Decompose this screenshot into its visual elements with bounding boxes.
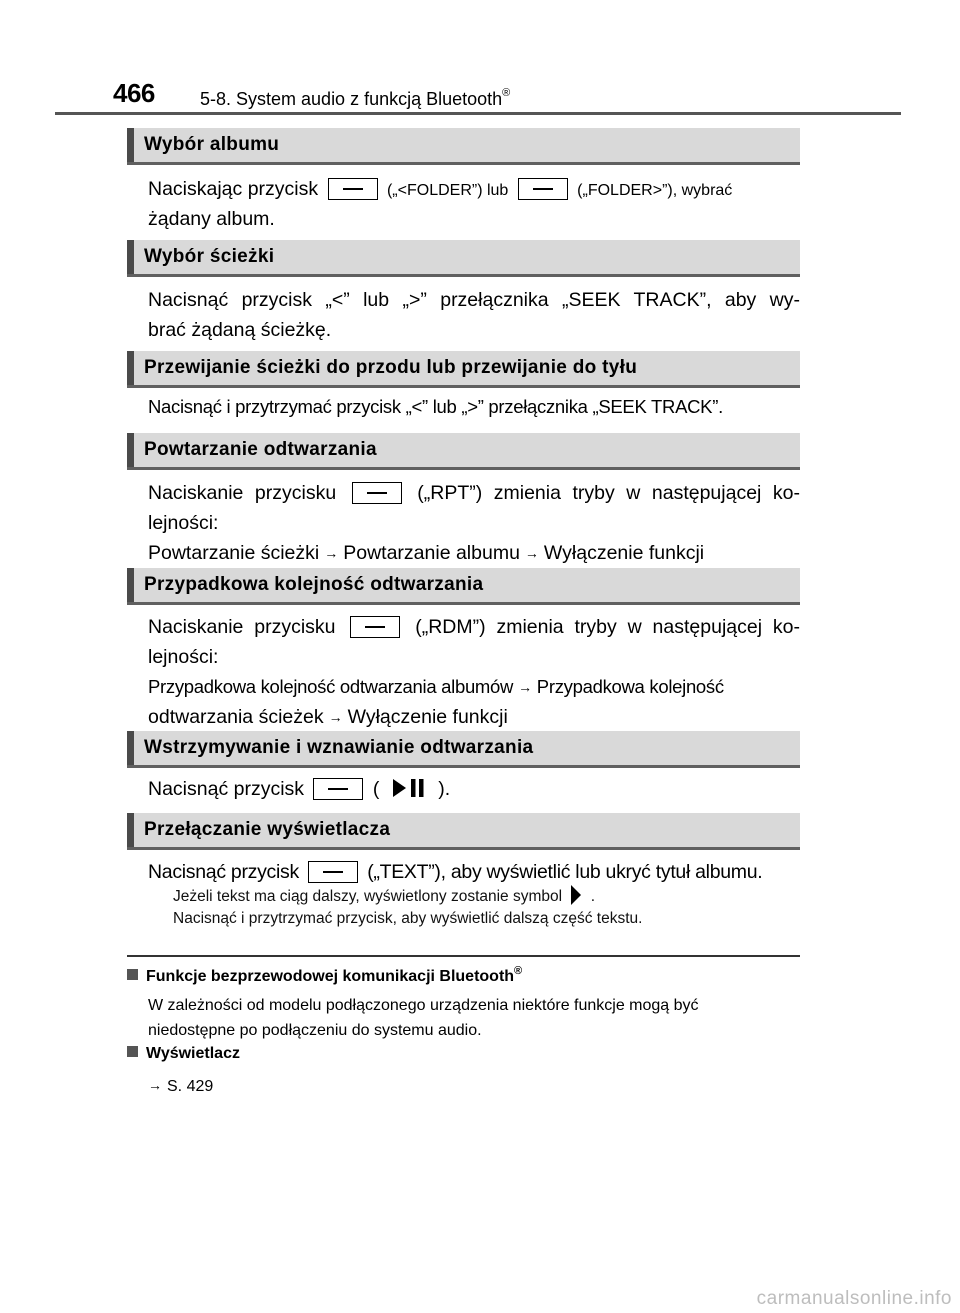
section-title: Wybór albumu	[144, 134, 280, 155]
page-number: 466	[113, 78, 155, 108]
section-body-repeat	[148, 478, 800, 568]
text: („RPT”) zmienia tryby w następującej ko-	[417, 482, 800, 504]
button-icon	[350, 616, 400, 638]
text: („TEXT”), aby wyświetlić lub ukryć tytuł albumu.	[367, 861, 763, 883]
section-header-album	[127, 128, 800, 165]
text-line: niedostępne po podłączeniu do systemu audio.	[148, 1022, 482, 1039]
button-icon	[518, 178, 568, 200]
section-bar	[127, 568, 134, 602]
text: Nacisnąć przycisk	[148, 861, 299, 883]
info-heading-bluetooth	[127, 965, 522, 986]
section-body-display	[148, 857, 800, 887]
info-heading-display	[127, 1045, 240, 1063]
info-title: Wyświetlacz	[146, 1045, 240, 1062]
watermark: carmanualsonline.info	[756, 1288, 952, 1309]
text: Wyłączenie funkcji	[347, 706, 508, 728]
text-line	[148, 672, 800, 702]
text: Powtarzanie albumu	[343, 542, 520, 564]
section-bar	[127, 351, 134, 385]
arrow-right-icon: →	[524, 545, 539, 561]
section-body-seek	[148, 392, 800, 422]
square-bullet-icon	[127, 1046, 138, 1057]
section-header-seek	[127, 351, 800, 388]
text: odtwarzania ścieżek	[148, 706, 324, 728]
text: .	[590, 888, 596, 905]
text: Naciskanie przycisku	[148, 482, 337, 504]
section-header-repeat	[127, 433, 800, 470]
text: Nacisnąć przycisk	[148, 778, 305, 800]
section-title: Przypadkowa kolejność odtwarzania	[144, 574, 484, 595]
text: („<FOLDER”) lub	[386, 182, 509, 199]
text-line	[173, 884, 801, 907]
button-icon	[328, 178, 378, 200]
play-pause-icon	[391, 778, 427, 798]
arrow-right-icon: →	[518, 679, 532, 695]
section-bar	[127, 240, 134, 274]
text: („FOLDER>”), wybrać	[577, 182, 733, 199]
text-line	[148, 702, 800, 732]
text-line: lejności:	[148, 512, 219, 534]
text-line: lejności:	[148, 646, 219, 668]
section-header-display	[127, 813, 800, 850]
text-line	[148, 857, 800, 887]
section-title: Przełączanie wyświetlacza	[144, 819, 391, 840]
button-icon	[352, 482, 402, 504]
text: („RDM”) zmienia tryby w następującej ko-	[415, 616, 800, 638]
text-line	[148, 174, 800, 204]
section-header-track	[127, 240, 800, 277]
arrow-right-icon: →	[328, 709, 343, 725]
chapter-text: 5-8. System audio z funkcją Bluetooth	[200, 89, 503, 109]
text-line: Nacisnąć i przytrzymać przycisk „<” lub „>” przełącznika „SEEK TRACK”.	[148, 396, 723, 417]
text-line	[148, 774, 800, 804]
page-reference[interactable]	[148, 1073, 800, 1098]
info-body-bluetooth	[148, 993, 800, 1043]
section-body-random	[148, 612, 800, 732]
button-icon	[313, 778, 363, 800]
text: Naciskanie przycisku	[148, 616, 336, 638]
section-title: Wybór ścieżki	[144, 246, 275, 267]
button-icon	[308, 861, 358, 883]
display-note	[173, 884, 801, 930]
section-title: Powtarzanie odtwarzania	[144, 439, 377, 460]
continue-triangle-icon	[570, 884, 582, 906]
section-body-track	[148, 285, 800, 345]
section-header-random	[127, 568, 800, 605]
text: (	[372, 778, 380, 800]
text: ).	[438, 778, 451, 800]
text-line: Nacisnąć i przytrzymać przycisk, aby wyświetlić dalszą część tekstu.	[173, 910, 643, 927]
section-title: Przewijanie ścieżki do przodu lub przewijanie do tyłu	[144, 357, 638, 378]
text-line	[148, 478, 800, 508]
notes-divider	[127, 955, 800, 957]
arrow-right-icon: →	[148, 1077, 162, 1093]
text: Przypadkowa kolejność odtwarzania albumów	[148, 676, 514, 697]
section-bar	[127, 433, 134, 467]
reference-text: S. 429	[167, 1078, 214, 1095]
text-line: żądany album.	[148, 208, 275, 230]
section-bar	[127, 128, 134, 162]
text: Przypadkowa kolejność	[536, 676, 724, 697]
text: Jeżeli tekst ma ciąg dalszy, wyświetlony zostanie symbol	[173, 888, 563, 905]
text-line: brać żądaną ścieżkę.	[148, 319, 332, 341]
text-line	[148, 538, 800, 568]
square-bullet-icon	[127, 969, 138, 980]
section-title: Wstrzymywanie i wznawianie odtwarzania	[144, 737, 534, 758]
registered-mark: ®	[514, 965, 523, 977]
info-body-display	[148, 1073, 800, 1098]
chapter-title	[200, 87, 510, 110]
text: Naciskając przycisk	[148, 178, 319, 200]
text-line	[148, 612, 800, 642]
section-bar	[127, 813, 134, 847]
arrow-right-icon: →	[324, 545, 339, 561]
section-header-pause	[127, 731, 800, 768]
text-line: Nacisnąć przycisk „<” lub „>” przełącznika „SEEK TRACK”, aby wy-	[148, 289, 800, 311]
text: Powtarzanie ścieżki	[148, 542, 320, 564]
text: Wyłączenie funkcji	[543, 542, 705, 564]
text-line: W zależności od modelu podłączonego urządzenia niektóre funkcje mogą być	[148, 997, 699, 1014]
header-divider	[55, 112, 901, 115]
section-body-pause	[148, 774, 800, 804]
info-title: Funkcje bezprzewodowej komunikacji Bluetooth	[146, 968, 515, 985]
section-bar	[127, 731, 134, 765]
section-body-album	[148, 174, 800, 234]
registered-mark: ®	[502, 87, 511, 99]
